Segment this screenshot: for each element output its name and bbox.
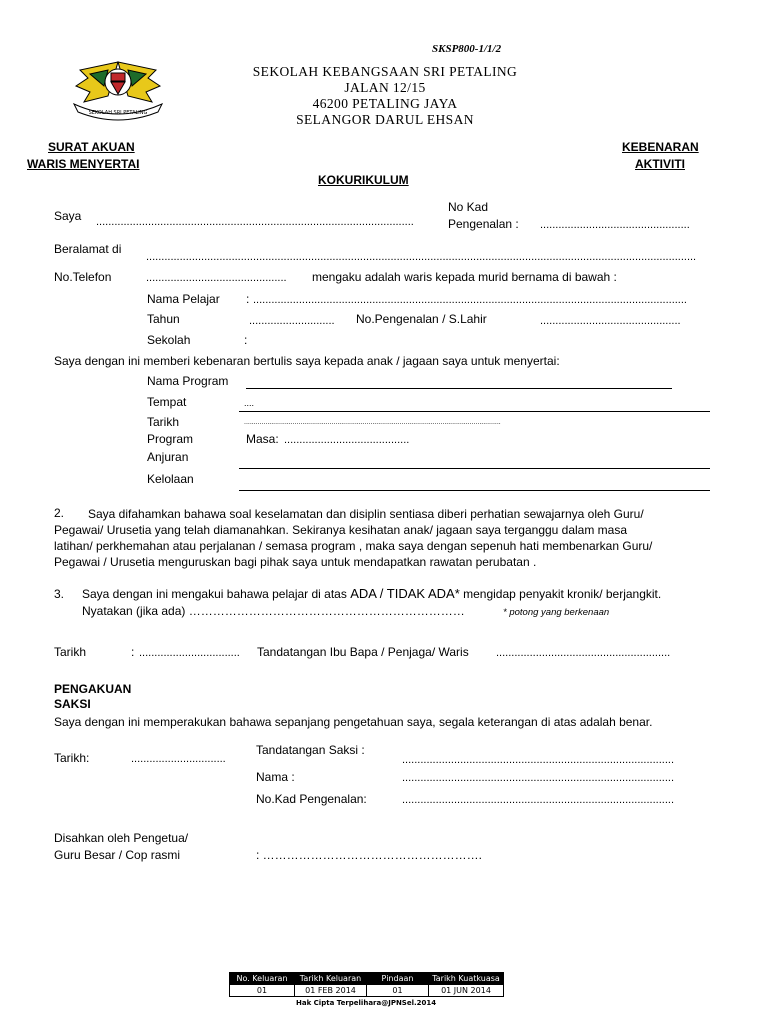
approval-field[interactable]: : ………………………………………………. xyxy=(256,848,483,862)
school-state: SELANGOR DARUL EHSAN xyxy=(296,112,474,127)
footer-table-header-row xyxy=(230,973,504,985)
program-place-label: Tempat xyxy=(147,395,187,409)
clause3-emphasis: ADA / TIDAK ADA* xyxy=(350,586,460,601)
school-name: SEKOLAH KEBANGSAAN SRI PETALING xyxy=(252,64,518,79)
title-center: KOKURIKULUM xyxy=(318,173,409,187)
school-city: 46200 PETALING JAYA xyxy=(312,96,458,111)
saya-label: Saya xyxy=(54,209,82,223)
program-date-field[interactable]: .................................................................................................................................... xyxy=(244,419,501,426)
parent-sign-label: Tandatangan Ibu Bapa / Penjaga/ Waris xyxy=(257,645,469,659)
witness-sign-label: Tandatangan Saksi : xyxy=(256,743,365,757)
approval-label-2: Guru Besar / Cop rasmi xyxy=(54,848,181,862)
clause3-line2: Nyatakan (jika ada) …………………………………………………………… xyxy=(82,604,465,618)
program-organizer-label-2: Kelolaan xyxy=(147,472,194,486)
student-ic-field[interactable]: .............................................. xyxy=(540,315,681,327)
school-logo-icon xyxy=(68,56,168,120)
footer-value-cell: 01 xyxy=(230,985,295,997)
student-school-colon: : xyxy=(244,333,248,347)
witness-ic-label: No.Kad Pengenalan: xyxy=(256,792,367,806)
school-address xyxy=(200,64,570,128)
title-right-1: KEBENARAN xyxy=(622,140,699,154)
title-left-2: WARIS MENYERTAI xyxy=(27,157,140,171)
program-date-label-1: Tarikh xyxy=(147,415,180,429)
title-left-1: SURAT AKUAN xyxy=(48,140,135,154)
parent-date-colon: : xyxy=(131,645,135,659)
document-code: SKSP800-1/1/2 xyxy=(432,43,502,55)
witness-date-field[interactable]: ............................... xyxy=(131,753,226,765)
clause3-text-after: mengidap penyakit kronik/ berjangkit. xyxy=(459,587,662,601)
student-name-field[interactable]: .............................................................................................................................................. xyxy=(253,294,687,306)
clause2-number: 2. xyxy=(54,506,65,520)
student-ic-label: No.Pengenalan / S.Lahir xyxy=(356,312,487,326)
parent-date-field[interactable]: ................................. xyxy=(139,647,240,659)
footer-header-cell: Pindaan xyxy=(367,973,429,985)
address-field[interactable]: .................................................................................................................................................................................... xyxy=(146,251,697,263)
parent-sign-field[interactable]: ......................................................... xyxy=(496,647,671,659)
witness-name-label: Nama : xyxy=(256,770,295,784)
footer-value-cell: 01 JUN 2014 xyxy=(429,985,504,997)
clause2-line: Pegawai/ Urusetia yang telah diamanahkan. Sekiranya kesihatan anak/ jagaan saya terganggu dalam masa xyxy=(54,523,628,537)
student-school-label: Sekolah xyxy=(147,333,191,347)
clause2-text xyxy=(54,506,704,570)
ic-label-2: Pengenalan : xyxy=(448,217,519,231)
program-name-label: Nama Program xyxy=(147,374,229,388)
footer-table-value-row xyxy=(230,985,504,997)
program-time-field[interactable]: ......................................... xyxy=(284,434,410,446)
permission-text: Saya dengan ini memberi kebenaran bertulis saya kepada anak / jagaan saya untuk menyertai: xyxy=(54,354,560,368)
witness-heading-2: SAKSI xyxy=(54,697,91,711)
program-organizer-line-1[interactable] xyxy=(239,468,710,469)
witness-name-field[interactable]: ......................................................................................... xyxy=(402,772,674,784)
school-street: JALAN 12/15 xyxy=(344,80,426,95)
svg-text:SEKOLAH SRI PETALING: SEKOLAH SRI PETALING xyxy=(88,110,148,116)
footer-value-cell: 01 FEB 2014 xyxy=(295,985,367,997)
program-place-line[interactable] xyxy=(239,411,710,412)
witness-heading-1: PENGAKUAN xyxy=(54,682,132,696)
program-name-line[interactable] xyxy=(246,388,672,389)
footer-header-cell: No. Keluaran xyxy=(230,973,295,985)
footer-table xyxy=(229,972,504,997)
witness-sign-field[interactable]: ......................................................................................... xyxy=(402,754,674,766)
title-right-2: AKTIVITI xyxy=(635,157,685,171)
student-year-label: Tahun xyxy=(147,312,180,326)
parent-date-label: Tarikh xyxy=(54,645,87,659)
footer-header-cell: Tarikh Keluaran xyxy=(295,973,367,985)
footer-header-cell: Tarikh Kuatkuasa xyxy=(429,973,504,985)
phone-label: No.Telefon xyxy=(54,270,112,284)
witness-ic-field[interactable]: ......................................................................................... xyxy=(402,794,674,806)
student-name-label: Nama Pelajar xyxy=(147,292,220,306)
program-place-value: .... xyxy=(244,398,255,408)
footer-value-cell: 01 xyxy=(367,985,429,997)
student-year-field[interactable]: ............................ xyxy=(249,315,335,327)
ic-label-1: No Kad xyxy=(448,200,489,214)
student-name-colon: : xyxy=(246,292,250,306)
footer-copyright: Hak Cipta Terpelihara@JPNSel.2014 xyxy=(296,999,437,1007)
clause2-line: Saya difahamkan bahawa soal keselamatan dan disiplin sentiasa diberi perhatian sewajarnya oleh Guru/ xyxy=(88,507,644,521)
ic-field[interactable]: ................................................. xyxy=(540,219,690,231)
clause3-text xyxy=(82,586,661,601)
clause3-text-before: Saya dengan ini mengakui bahawa pelajar di atas xyxy=(82,587,351,601)
declare-text: mengaku adalah waris kepada murid bernama di bawah : xyxy=(312,270,617,284)
witness-statement: Saya dengan ini memperakukan bahawa sepanjang pengetahuan saya, segala keterangan di atas adalah benar. xyxy=(54,715,653,729)
approval-label-1: Disahkan oleh Pengetua/ xyxy=(54,831,189,845)
phone-field[interactable]: .............................................. xyxy=(146,272,287,284)
program-organizer-label-1: Anjuran xyxy=(147,450,189,464)
program-organizer-line-2[interactable] xyxy=(239,490,710,491)
clause3-note: * potong yang berkenaan xyxy=(503,607,610,618)
clause2-line: Pegawai / Urusetia menguruskan bagi pihak saya untuk mendapatkan rawatan perubatan . xyxy=(54,555,537,569)
program-time-label: Masa: xyxy=(246,432,279,446)
clause3-number: 3. xyxy=(54,587,65,601)
clause2-line: latihan/ perkhemahan atau perjalanan / semasa program , maka saya dengan sepenuh hati membenarkan Guru/ xyxy=(54,539,653,553)
saya-field[interactable]: ........................................................................................................ xyxy=(96,216,414,228)
witness-date-label: Tarikh: xyxy=(54,751,90,765)
address-label: Beralamat di xyxy=(54,242,122,256)
program-date-label-2: Program xyxy=(147,432,194,446)
